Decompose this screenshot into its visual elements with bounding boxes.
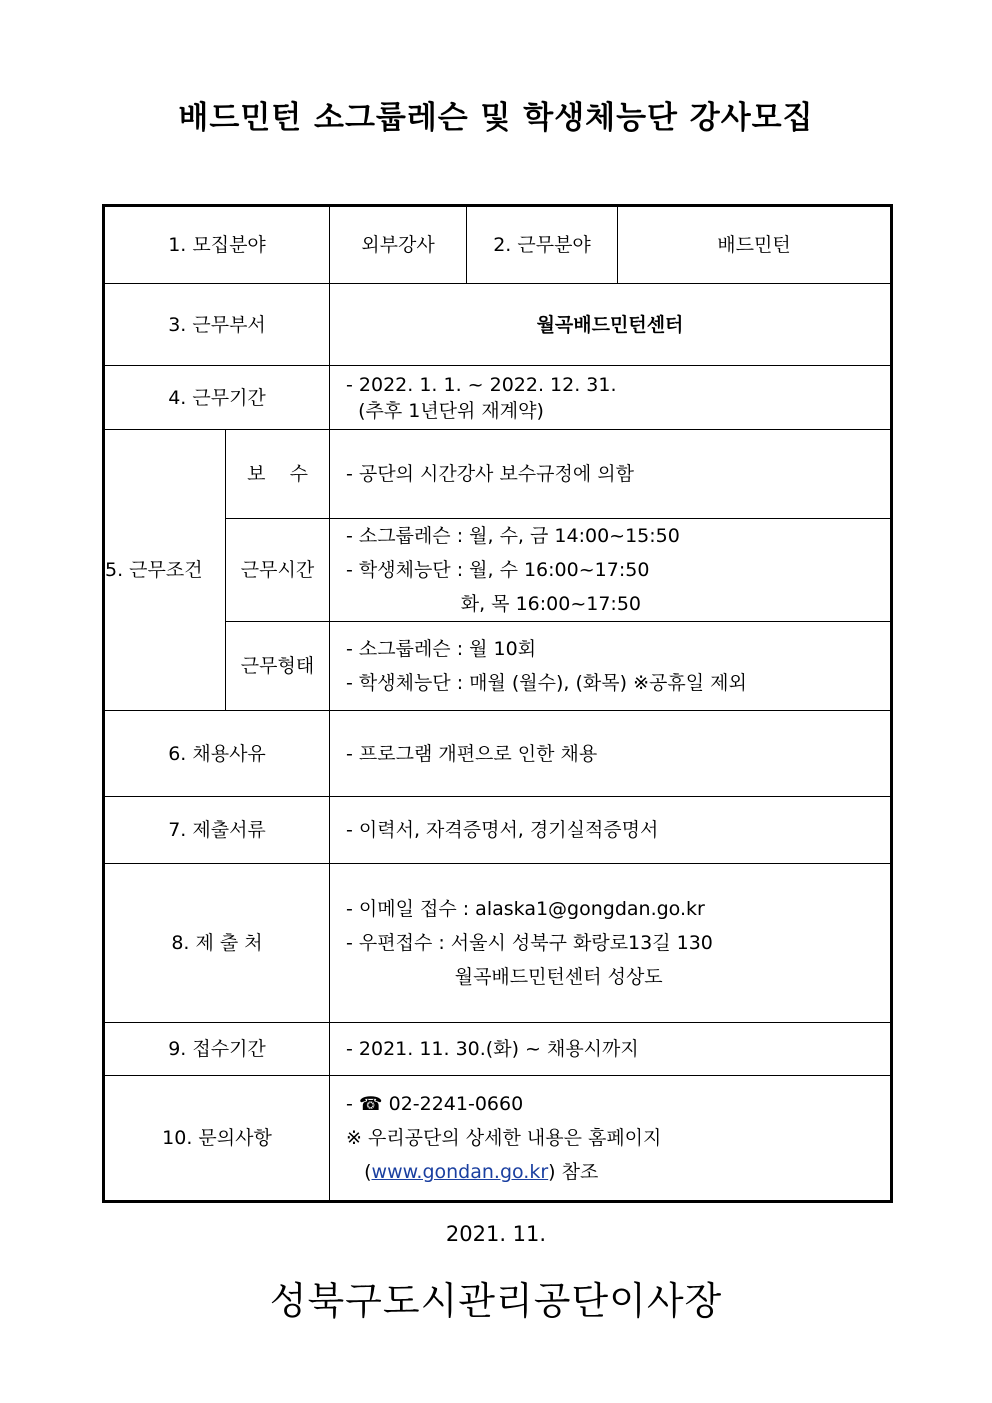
issuer-name: 성북구도시관리공단이사장 [269, 1279, 723, 1323]
homepage-link[interactable]: www.gondan.go.kr [371, 1161, 549, 1183]
inquiry-prefix: ( [346, 1161, 372, 1183]
sub-label: 근무형태 [226, 622, 330, 711]
hours-line: - 학생체능단 : 월, 수 16:00~17:50 [346, 559, 650, 581]
period-line: - 2022. 1. 1. ~ 2022. 12. 31. [346, 373, 617, 396]
row-value [330, 519, 892, 622]
recruitment-table [102, 204, 893, 1203]
row-label: 8. 제 출 처 [104, 864, 330, 1023]
table-row [104, 1023, 892, 1076]
inquiry-suffix: ) 참조 [548, 1161, 599, 1183]
row-value [330, 1076, 892, 1202]
row-value: - 프로그램 개편으로 인한 채용 [330, 711, 892, 797]
row-label: 6. 채용사유 [104, 711, 330, 797]
row-value: - 2021. 11. 30.(화) ~ 채용시까지 [330, 1023, 892, 1076]
inquiry-line [346, 1155, 890, 1189]
row-value: 외부강사 [330, 206, 467, 284]
hours-line: - 소그룹레슨 : 월, 수, 금 14:00~15:50 [346, 525, 680, 547]
submit-line: 월곡배드민턴센터 성상도 [346, 966, 663, 988]
period-note: (추후 1년단위 재계약) [346, 399, 544, 422]
table-row [104, 206, 892, 284]
sub-label: 보 수 [226, 430, 330, 519]
row-label: 5. 근무조건 [104, 430, 226, 711]
department-value: 월곡배드민턴센터 [330, 284, 892, 366]
table-row [104, 1076, 892, 1202]
table-row [104, 797, 892, 864]
row-label: 3. 근무부서 [104, 284, 330, 366]
inquiry-line: - ☎ 02-2241-0660 [346, 1093, 524, 1115]
submit-line: - 우편접수 : 서울시 성북구 화랑로13길 130 [346, 932, 713, 954]
table-row [104, 864, 892, 1023]
row-label: 7. 제출서류 [104, 797, 330, 864]
sub-label: 근무시간 [226, 519, 330, 622]
row-value: - 공단의 시간강사 보수규정에 의함 [330, 430, 892, 519]
table-row [104, 366, 892, 430]
row-label: 9. 접수기간 [104, 1023, 330, 1076]
row-value [330, 864, 892, 1023]
row-label: 1. 모집분야 [104, 206, 330, 284]
row-label: 10. 문의사항 [104, 1076, 330, 1202]
row-value [330, 366, 892, 430]
type-line: - 소그룹레슨 : 월 10회 [346, 638, 537, 660]
issue-date: 2021. 11. [445, 1222, 547, 1246]
page-title: 배드민턴 소그룹레슨 및 학생체능단 강사모집 [178, 100, 814, 136]
row-label: 2. 근무분야 [467, 206, 618, 284]
row-value: - 이력서, 자격증명서, 경기실적증명서 [330, 797, 892, 864]
row-value [330, 622, 892, 711]
table-row [104, 430, 892, 519]
submit-line: - 이메일 접수 : alaska1@gongdan.go.kr [346, 898, 705, 920]
hours-line: 화, 목 16:00~17:50 [346, 593, 642, 615]
type-line: - 학생체능단 : 매월 (월수), (화목) ※공휴일 제외 [346, 672, 747, 694]
table-row [104, 711, 892, 797]
inquiry-line: ※ 우리공단의 상세한 내용은 홈페이지 [346, 1127, 662, 1149]
table-row [104, 284, 892, 366]
row-label: 4. 근무기간 [104, 366, 330, 430]
row-value: 배드민턴 [618, 206, 892, 284]
